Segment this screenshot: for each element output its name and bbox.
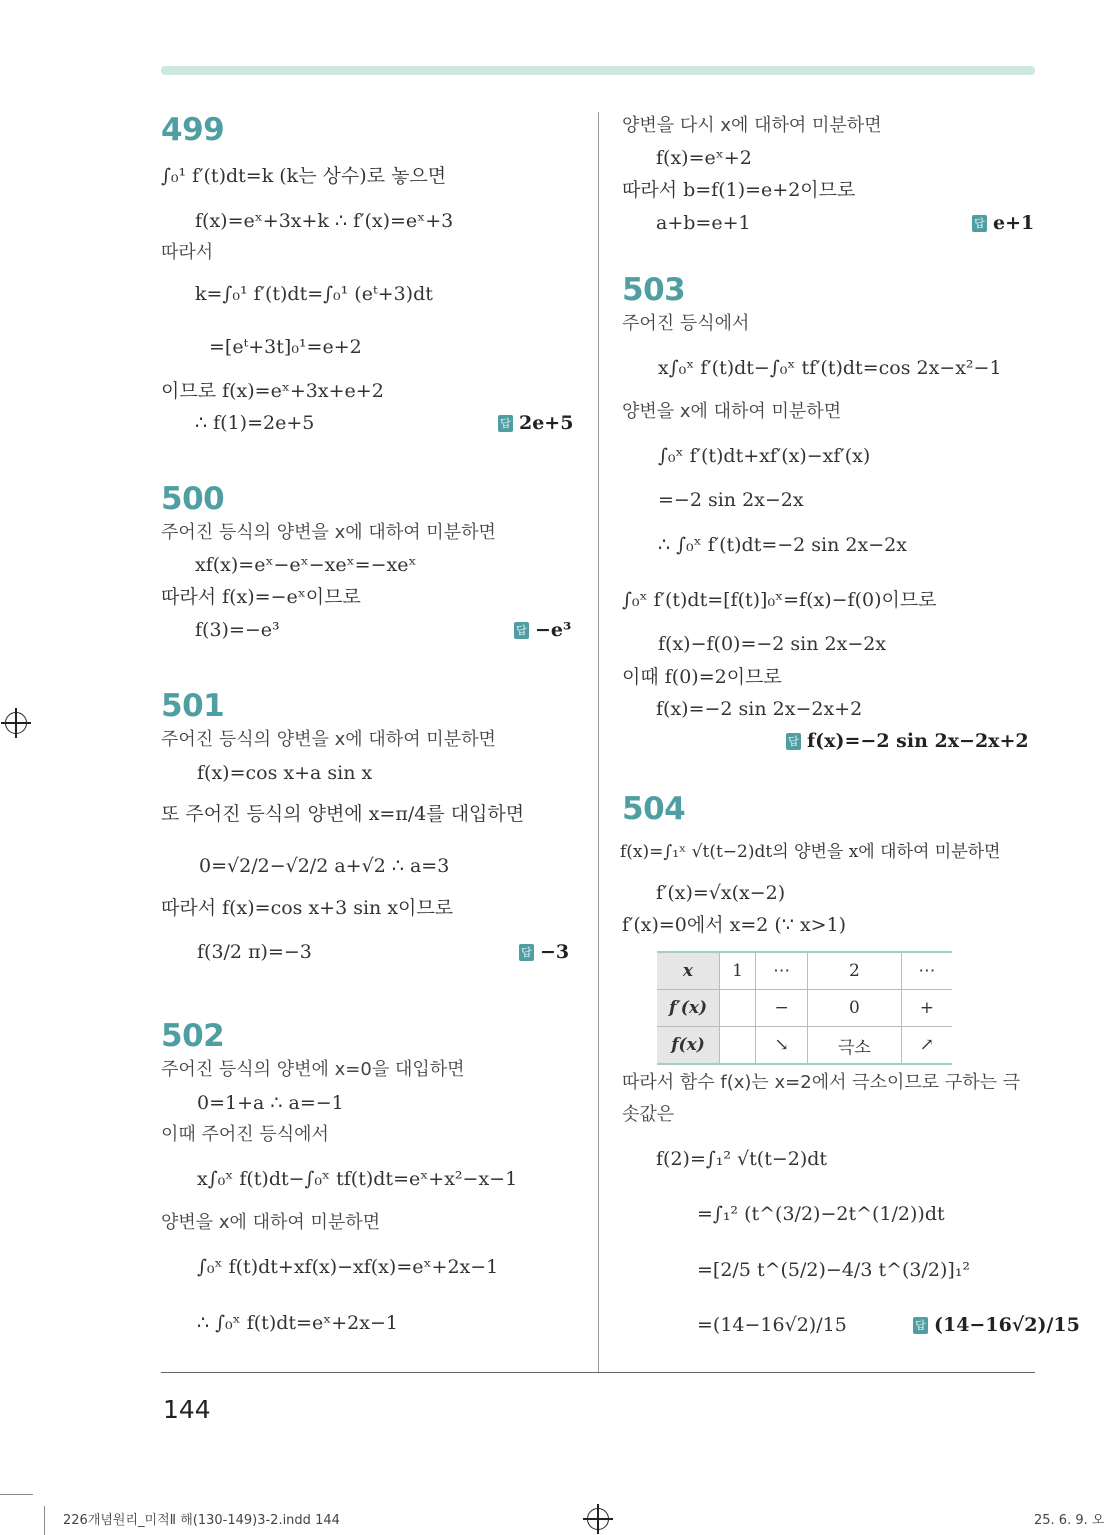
- p504-line-7: =∫₁² (t^(3/2)−2t^(1/2))dt: [697, 1203, 945, 1225]
- p501-line-1: 주어진 등식의 양변을 x에 대하여 미분하면: [161, 729, 496, 750]
- p504-line-3: f′(x)=0에서 x=2 (∵ x>1): [622, 914, 847, 936]
- sign-table-cell: ↘: [756, 1027, 808, 1065]
- answer-badge: 답: [498, 415, 513, 432]
- sign-table-cell: −: [756, 990, 808, 1027]
- problem-number-501: 501: [161, 688, 225, 724]
- bottom-rule: [161, 1372, 1035, 1373]
- sign-table-cell: 극소: [808, 1027, 901, 1065]
- p500-line-3: 따라서 f(x)=−eˣ이므로: [161, 586, 361, 608]
- p504-line-1: f(x)=∫₁ˣ √t(t−2)dt의 양변을 x에 대하여 미분하면: [620, 842, 1001, 862]
- sign-table-header: f′(x): [657, 990, 720, 1027]
- sign-table-row-derivative: [657, 990, 952, 1027]
- p503-line-10: f(x)=−2 sin 2x−2x+2: [656, 698, 863, 720]
- p503-line-6: ∴ ∫₀ˣ f′(t)dt=−2 sin 2x−2x: [658, 534, 907, 556]
- p500-line-1: 주어진 등식의 양변을 x에 대하여 미분하면: [161, 522, 496, 543]
- top-decoration-bar: [161, 66, 1035, 75]
- p502c-line-3: 따라서 b=f(1)=e+2이므로: [622, 179, 856, 201]
- p499-line-7: ∴ f(1)=2e+5: [195, 412, 315, 434]
- p502-line-1: 주어진 등식의 양변에 x=0을 대입하면: [161, 1059, 465, 1080]
- problem-number-500: 500: [161, 481, 225, 517]
- p504-answer: 답 (14−16√2)/15: [913, 1313, 1080, 1337]
- sign-table-cell: [720, 990, 756, 1027]
- p502-line-4: x∫₀ˣ f(t)dt−∫₀ˣ tf(t)dt=eˣ+x²−x−1: [197, 1168, 518, 1190]
- p500-answer: 답 −e³: [514, 618, 571, 642]
- sign-table-cell: +: [901, 990, 952, 1027]
- p501-line-2: f(x)=cos x+a sin x: [197, 762, 373, 784]
- answer-badge: 답: [519, 944, 534, 961]
- p502-line-7: ∴ ∫₀ˣ f(t)dt=eˣ+2x−1: [197, 1312, 398, 1334]
- sign-table-cell: 2: [808, 952, 901, 990]
- answer-badge: 답: [913, 1317, 928, 1334]
- p499-line-3: 따라서: [161, 242, 214, 263]
- p503-answer: 답 f(x)=−2 sin 2x−2x+2: [786, 729, 1029, 753]
- sign-table-row-function: [657, 1027, 952, 1065]
- answer-badge: 답: [786, 733, 801, 750]
- p503-line-8: f(x)−f(0)=−2 sin 2x−2x: [658, 633, 887, 655]
- p504-line-2: f′(x)=√x(x−2): [656, 882, 786, 904]
- p502-line-5: 양변을 x에 대하여 미분하면: [161, 1212, 381, 1233]
- p504-line-5: 솟값은: [622, 1104, 675, 1125]
- problem-number-502: 502: [161, 1018, 225, 1054]
- p504-line-4: 따라서 함수 f(x)는 x=2에서 극소이므로 구하는 극: [622, 1072, 1021, 1093]
- page-number: 144: [163, 1395, 211, 1424]
- p501-answer: 답 −3: [519, 940, 569, 964]
- registration-mark-icon: [587, 1508, 609, 1530]
- registration-mark-icon: [5, 712, 27, 734]
- footer-filename: 226개념원리_미적Ⅱ 해(130-149)3-2.indd 144: [63, 1513, 340, 1528]
- sign-table-cell: ⋯: [901, 952, 952, 990]
- sign-table-header: x: [657, 952, 720, 990]
- p502c-line-2: f(x)=eˣ+2: [656, 147, 752, 169]
- p504-line-8: =[2/5 t^(5/2)−4/3 t^(3/2)]₁²: [697, 1259, 971, 1281]
- p501-line-4: 0=√2/2−√2/2 a+√2 ∴ a=3: [199, 855, 450, 877]
- answer-badge: 답: [972, 215, 987, 232]
- p503-line-1: 주어진 등식에서: [622, 313, 750, 334]
- p501-line-5: 따라서 f(x)=cos x+3 sin x이므로: [161, 897, 454, 919]
- crop-mark: [44, 1506, 45, 1535]
- p502-line-2: 0=1+a ∴ a=−1: [197, 1092, 344, 1114]
- sign-table-row-x: [657, 952, 952, 990]
- sign-table-header: f(x): [657, 1027, 720, 1065]
- sign-table: [657, 951, 952, 1065]
- p501-line-6: f(3/2 π)=−3: [197, 941, 312, 963]
- p503-line-5: =−2 sin 2x−2x: [658, 489, 804, 511]
- column-divider: [598, 112, 599, 1372]
- crop-mark: [0, 1494, 33, 1495]
- p500-line-4: f(3)=−e³: [195, 619, 280, 641]
- answer-badge: 답: [514, 622, 529, 639]
- p499-line-5: =[eᵗ+3t]₀¹=e+2: [209, 336, 362, 358]
- p503-line-4: ∫₀ˣ f′(t)dt+xf′(x)−xf′(x): [658, 445, 871, 467]
- p502c-line-4: a+b=e+1: [656, 212, 751, 234]
- p503-line-7: ∫₀ˣ f′(t)dt=[f(t)]₀ˣ=f(x)−f(0)이므로: [622, 589, 937, 611]
- sign-table-cell: ↗: [901, 1027, 952, 1065]
- p503-line-2: x∫₀ˣ f′(t)dt−∫₀ˣ tf′(t)dt=cos 2x−x²−1: [658, 357, 1002, 379]
- problem-number-504: 504: [622, 791, 686, 827]
- p502-line-6: ∫₀ˣ f(t)dt+xf(x)−xf(x)=eˣ+2x−1: [197, 1256, 499, 1278]
- p499-line-1: ∫₀¹ f′(t)dt=k (k는 상수)로 놓으면: [161, 165, 447, 187]
- sign-table-cell: [720, 1027, 756, 1065]
- p499-line-4: k=∫₀¹ f′(t)dt=∫₀¹ (eᵗ+3)dt: [195, 283, 433, 305]
- p503-line-9: 이때 f(0)=2이므로: [622, 666, 782, 688]
- sign-table-cell: ⋯: [756, 952, 808, 990]
- problem-number-499: 499: [161, 112, 225, 148]
- sign-table-cell: 0: [808, 990, 901, 1027]
- p502-line-3: 이때 주어진 등식에서: [161, 1124, 329, 1145]
- p504-line-9: =(14−16√2)/15: [697, 1314, 847, 1336]
- p499-answer: 답 2e+5: [498, 411, 573, 435]
- p503-line-3: 양변을 x에 대하여 미분하면: [622, 401, 842, 422]
- p500-line-2: xf(x)=eˣ−eˣ−xeˣ=−xeˣ: [195, 554, 417, 576]
- p499-line-6: 이므로 f(x)=eˣ+3x+e+2: [161, 380, 384, 402]
- p502-answer: 답 e+1: [972, 211, 1034, 235]
- p502c-line-1: 양변을 다시 x에 대하여 미분하면: [622, 115, 882, 136]
- p504-line-6: f(2)=∫₁² √t(t−2)dt: [656, 1148, 828, 1170]
- footer-date: 25. 6. 9. 오: [1034, 1513, 1105, 1528]
- p501-line-3: 또 주어진 등식의 양변에 x=π/4를 대입하면: [161, 803, 525, 825]
- sign-table-cell: 1: [720, 952, 756, 990]
- problem-number-503: 503: [622, 272, 686, 308]
- p499-line-2: f(x)=eˣ+3x+k ∴ f′(x)=eˣ+3: [195, 210, 454, 232]
